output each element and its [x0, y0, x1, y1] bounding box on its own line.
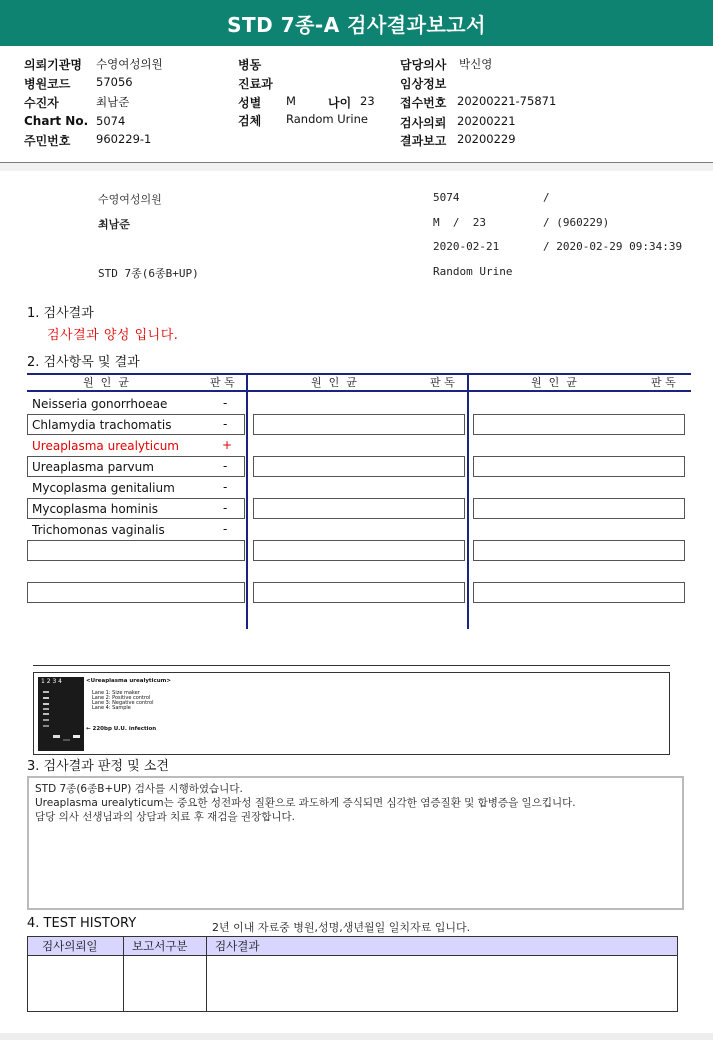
row-result-4: -	[223, 459, 228, 473]
doctor-value: 박신영	[459, 57, 493, 71]
result-table	[27, 373, 691, 631]
row-result-1: -	[223, 396, 228, 410]
col2-box-4	[253, 456, 465, 477]
patient-name: 최남준	[98, 218, 130, 231]
section-history-title: 4. TEST HISTORY	[27, 916, 137, 931]
gel-lane-1: Lane 1: Size maker	[92, 690, 140, 696]
opinion-line-3: 담당 의사 선생님과의 상담과 치료 후 재검을 권장합니다.	[35, 811, 295, 823]
opinion-line-2: Ureaplasma urealyticum는 중요한 성전파성 질환으로 과도하게 증식되면 심각한 염증질환 및 합병증을 일으킵니다.	[35, 797, 576, 809]
row-name-2: Chlamydia trachomatis	[32, 418, 172, 432]
history-divider-1	[123, 937, 124, 1011]
row-result-2: -	[223, 417, 228, 431]
row-result-3-positive: +	[222, 438, 233, 452]
row-result-6: -	[223, 501, 228, 515]
chart-value: 5074	[96, 114, 126, 128]
gel-lane-4: Lane 4: Sample	[92, 705, 131, 711]
col-judgement-2: 판 독	[430, 376, 455, 389]
specimen-type: Random Urine	[433, 265, 513, 278]
history-col-request-date: 검사의뢰일	[42, 939, 98, 953]
specimen-label: 검체	[238, 114, 262, 128]
gel-lane-numbers: 1 2 3 4	[41, 678, 62, 685]
row-name-1: Neisseria gonorrhoeae	[32, 397, 168, 411]
history-note: 2년 이내 자료중 병원,성명,생년월일 일치자료 입니다.	[212, 921, 471, 934]
col2-box-8	[253, 540, 465, 561]
col2-box-10	[253, 582, 465, 603]
gel-lane-3: Lane 3: Negative control	[92, 700, 154, 706]
header-info	[0, 46, 713, 163]
gel-top-line	[33, 665, 670, 666]
section-opinion-title: 3. 검사결과 판정 및 소견	[27, 759, 169, 774]
gel-panel	[33, 672, 670, 755]
history-col-report-type: 보고서구분	[132, 939, 188, 953]
age-value: 23	[360, 94, 375, 108]
patient-value: 최남준	[96, 95, 130, 109]
request-date: 2020-02-21	[433, 240, 500, 253]
separator-band	[0, 163, 713, 171]
history-divider-2	[206, 937, 207, 1011]
gel-electrophoresis-image	[38, 677, 84, 751]
row-box-8	[27, 540, 245, 561]
request-label: 검사의뢰	[400, 116, 447, 130]
col2-box-2	[253, 414, 465, 435]
gel-bands-graphic	[38, 677, 84, 751]
col3-box-10	[473, 582, 685, 603]
chart-no: 5074	[433, 191, 460, 204]
sex-label: 성별	[238, 96, 262, 110]
gel-caption: <Ureaplasma urealyticum>	[86, 678, 171, 684]
report-value: 20200229	[457, 132, 516, 146]
clinical-label: 임상정보	[400, 77, 447, 91]
row-name-4: Ureaplasma parvum	[32, 460, 154, 474]
institution-value: 수영여성의원	[96, 57, 163, 71]
bottom-band	[0, 1033, 713, 1040]
gel-lane-2: Lane 2: Positive control	[92, 695, 151, 701]
clinic-name: 수영여성의원	[98, 193, 162, 206]
row-name-5: Mycoplasma genitalium	[32, 481, 175, 495]
title-bar	[0, 0, 713, 46]
row-name-7: Trichomonas vaginalis	[32, 523, 165, 537]
resident-label: 주민번호	[24, 134, 71, 148]
request-value: 20200221	[457, 114, 516, 128]
report-title: STD 7종-A 검사결과보고서	[227, 12, 486, 37]
col-organism-2: 원 인 균	[311, 376, 357, 389]
birth-date: / (960229)	[543, 216, 610, 229]
col3-box-8	[473, 540, 685, 561]
opinion-line-1: STD 7종(6종B+UP) 검사를 시행하였습니다.	[35, 783, 243, 795]
report-datetime: / 2020-02-29 09:34:39	[543, 240, 683, 253]
patient-label: 수진자	[24, 96, 59, 110]
col3-box-6	[473, 498, 685, 519]
chart-label: Chart No.	[24, 114, 89, 128]
history-col-result: 검사결과	[215, 939, 260, 953]
section-items-title: 2. 검사항목 및 결과	[27, 355, 140, 370]
resident-value: 960229-1	[96, 132, 152, 146]
table-header-line	[27, 390, 691, 392]
row-result-7: -	[223, 522, 228, 536]
col-judgement-3: 판 독	[651, 376, 676, 389]
ward-label: 병동	[238, 58, 262, 72]
institution-label: 의뢰기관명	[24, 58, 82, 72]
col-organism-1: 원 인 균	[83, 376, 129, 389]
chart-slash: /	[543, 191, 550, 204]
row-box-10	[27, 582, 245, 603]
positive-message: 검사결과 양성 입니다.	[47, 328, 179, 343]
age-label: 나이	[328, 96, 352, 110]
col3-box-2	[473, 414, 685, 435]
report-label: 결과보고	[400, 134, 447, 148]
col-organism-3: 원 인 균	[531, 376, 577, 389]
history-table	[27, 936, 678, 1012]
col2-box-6	[253, 498, 465, 519]
row-name-6: Mycoplasma hominis	[32, 502, 158, 516]
row-result-5: -	[223, 480, 228, 494]
department-label: 진료과	[238, 77, 273, 91]
table-divider-2	[467, 373, 469, 629]
opinion-box	[27, 776, 684, 910]
sex-age: M / 23	[433, 216, 486, 229]
hospital-code-value: 57056	[96, 75, 133, 89]
hospital-code-label: 병원코드	[24, 77, 71, 91]
row-name-3-positive: Ureaplasma urealyticum	[32, 439, 179, 453]
gel-band-label: ← 220bp U.U. infection	[86, 726, 157, 732]
sex-value: M	[286, 94, 296, 108]
report-body	[0, 171, 713, 1033]
test-name: STD 7종(6종B+UP)	[98, 267, 199, 280]
table-divider-1	[246, 373, 248, 629]
col-judgement-1: 판 독	[210, 376, 235, 389]
col3-box-4	[473, 456, 685, 477]
receipt-label: 접수번호	[400, 96, 447, 110]
specimen-value: Random Urine	[286, 112, 368, 126]
section-result-title: 1. 검사결과	[27, 306, 94, 321]
receipt-value: 20200221-75871	[457, 94, 557, 108]
doctor-label: 담당의사	[400, 58, 447, 72]
